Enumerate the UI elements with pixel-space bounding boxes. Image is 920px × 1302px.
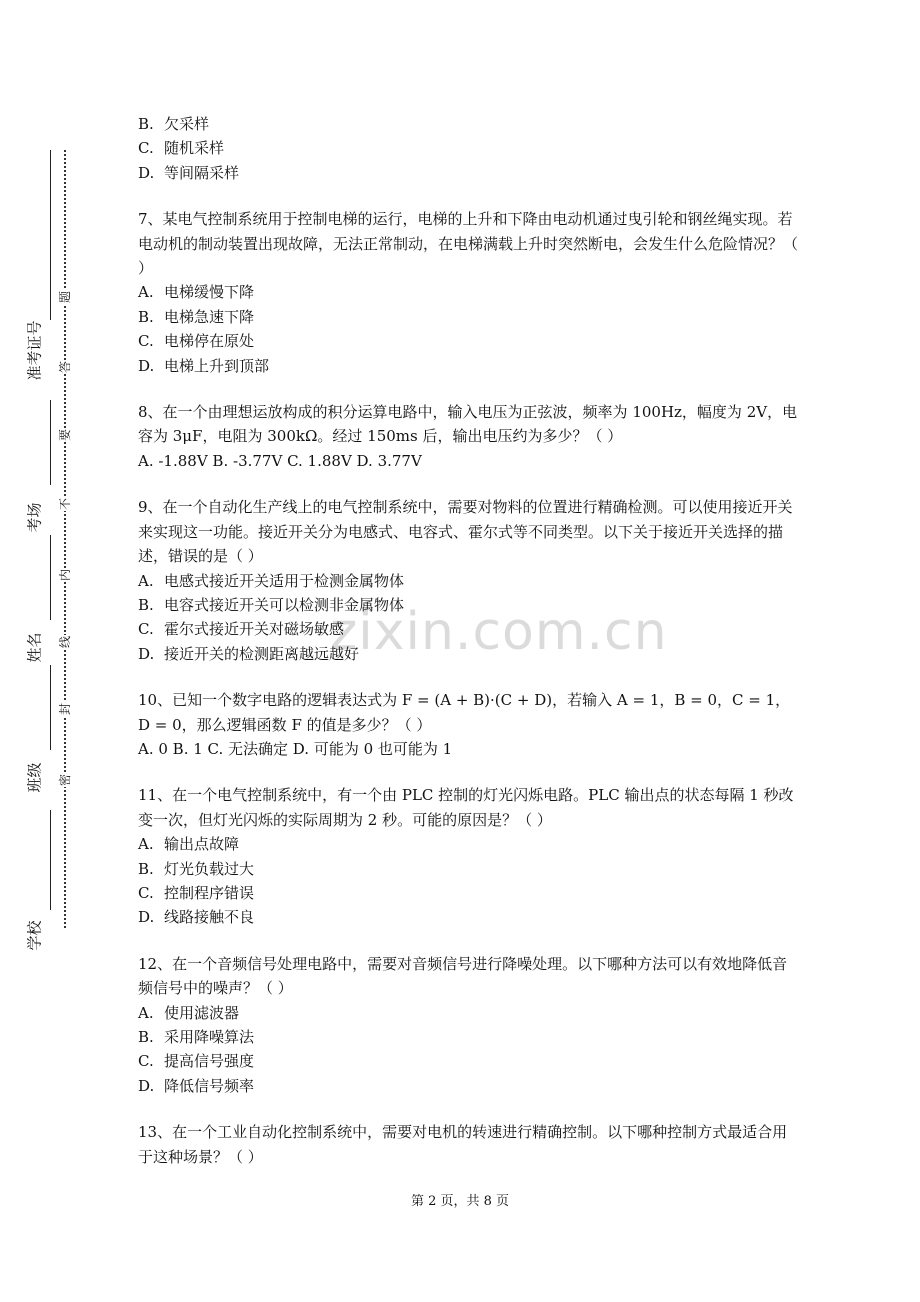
seal-char: 答 bbox=[58, 361, 72, 374]
seal-char: 内 bbox=[58, 569, 72, 582]
field-school: 学校 bbox=[25, 920, 44, 951]
field-name: 姓名 bbox=[25, 632, 44, 663]
options-line: A. 0 B. 1 C. 无法确定 D. 可能为 0 也可能为 1 bbox=[138, 739, 453, 758]
seal-char: 线 bbox=[58, 636, 72, 649]
option: D. 接近开关的检测距离越远越好 bbox=[138, 644, 360, 663]
question-stem: 13、在一个工业自动化控制系统中，需要对电机的转速进行精确控制。以下哪种控制方式最适合用于这种场景？（ ） bbox=[138, 1123, 788, 1166]
option: A. 电梯缓慢下降 bbox=[138, 283, 255, 302]
question-stem: 7、某电气控制系统用于控制电梯的运行，电梯的上升和下降由电动机通过曳引轮和钢丝绳实现。若电动机的制动装置出现故障，无法正常制动，在电梯满载上升时突然断电，会发生什么危险情况？（ ） bbox=[138, 210, 799, 278]
field-line bbox=[50, 400, 51, 485]
seal-char: 封 bbox=[58, 703, 72, 716]
field-line bbox=[50, 535, 51, 620]
option: B. 电容式接近开关可以检测非金属物体 bbox=[138, 595, 405, 614]
question-stem: 11、在一个电气控制系统中，有一个由 PLC 控制的灯光闪烁电路。PLC 输出点的状态每隔 1 秒改变一次，但灯光闪烁的实际周期为 2 秒。可能的原因是？（ ） bbox=[138, 786, 794, 829]
option: B. 灯光负载过大 bbox=[138, 859, 255, 878]
question-7 bbox=[138, 207, 798, 378]
option: C. 提高信号强度 bbox=[138, 1052, 255, 1071]
field-line bbox=[50, 150, 51, 320]
option: B. 电梯急速下降 bbox=[138, 307, 255, 326]
question-stem: 8、在一个由理想运放构成的积分运算电路中，输入电压为正弦波，频率为 100Hz，幅度为 2V，电容为 3μF，电阻为 300kΩ。经过 150ms 后，输出电压约为多少？（ ） bbox=[138, 403, 798, 446]
question-stem: 12、在一个音频信号处理电路中，需要对音频信号进行降噪处理。以下哪种方法可以有效地降低音频信号中的噪声？（ ） bbox=[138, 954, 788, 998]
option: D. 线路接触不良 bbox=[138, 908, 255, 927]
question-13 bbox=[138, 1120, 798, 1169]
option: D. 电梯上升到顶部 bbox=[138, 356, 270, 375]
option: D. 等间隔采样 bbox=[138, 163, 240, 182]
field-line bbox=[50, 810, 51, 910]
question-list bbox=[138, 112, 798, 1169]
option: B. 采用降噪算法 bbox=[138, 1028, 255, 1046]
option: A. 电感式接近开关适用于检测金属物体 bbox=[138, 571, 405, 590]
binding-margin bbox=[14, 150, 54, 950]
question-9 bbox=[138, 495, 798, 666]
field-exam-number: 准考证号 bbox=[25, 320, 44, 381]
question-12 bbox=[138, 952, 798, 1098]
question-stem: 9、在一个自动化生产线上的电气控制系统中，需要对物料的位置进行精确检测。可以使用接近开关来实现这一功能。接近开关分为电感式、电容式、霍尔式等不同类型。以下关于接近开关选择的描述，错误的是（ ） bbox=[138, 498, 793, 566]
option: B. 欠采样 bbox=[138, 115, 210, 133]
seal-char: 不 bbox=[58, 498, 72, 511]
question-6-tail bbox=[138, 112, 798, 185]
option: A. 使用滤波器 bbox=[138, 1003, 240, 1022]
option: C. 控制程序错误 bbox=[138, 883, 255, 902]
field-exam-room: 考场 bbox=[25, 502, 44, 533]
options-line: A. -1.88V B. -3.77V C. 1.88V D. 3.77V bbox=[138, 451, 422, 470]
option: C. 随机采样 bbox=[138, 139, 225, 158]
option: C. 电梯停在原处 bbox=[138, 332, 255, 351]
field-line bbox=[50, 665, 51, 750]
field-class: 班级 bbox=[25, 762, 44, 793]
option: C. 霍尔式接近开关对磁场敏感 bbox=[138, 620, 345, 639]
question-11 bbox=[138, 783, 798, 929]
page-footer: 第 2 页，共 8 页 bbox=[410, 1194, 510, 1209]
seal-dotted-line bbox=[64, 150, 66, 928]
question-10 bbox=[138, 688, 798, 761]
question-8 bbox=[138, 400, 798, 473]
seal-char: 要 bbox=[58, 429, 72, 442]
option: A. 输出点故障 bbox=[138, 835, 240, 854]
option: D. 降低信号频率 bbox=[138, 1076, 255, 1095]
seal-char: 密 bbox=[58, 774, 72, 787]
question-stem: 10、已知一个数字电路的逻辑表达式为 F = (A + B)·(C + D)，若输入 A = 1，B = 0，C = 1，D = 0，那么逻辑函数 F 的值是多少？（ ） bbox=[138, 691, 791, 734]
watermark: zixin.com.cn bbox=[330, 602, 668, 662]
seal-char: 题 bbox=[58, 291, 72, 304]
